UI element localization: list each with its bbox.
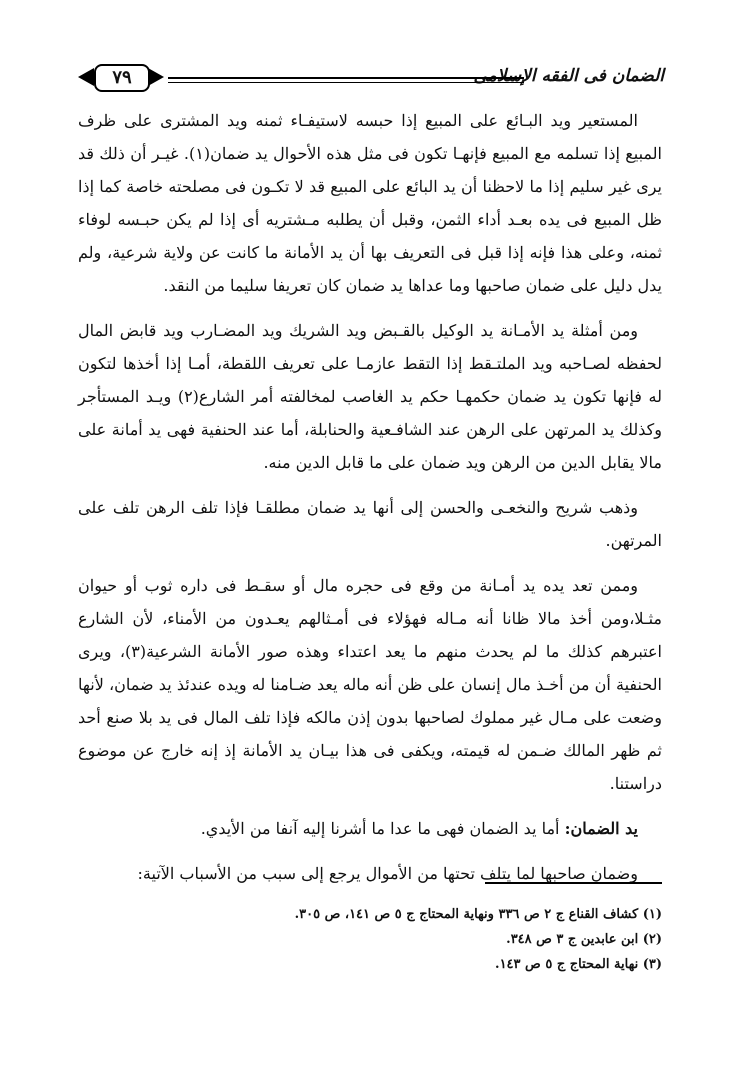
badge-left-arrow-icon xyxy=(78,68,94,86)
paragraph-3: وذهب شريح والنخعـى والحسن إلى أنها يد ضمان مطلقـا فإذا تلف الرهن تلف على المرتهن. xyxy=(78,498,662,550)
paragraph-4: وممن تعد يده يد أمـانة من وقع فى حجره مال أو سقـط فى داره ثوب أو حيوان مثـلا،ومن أخذ مالا ظانا أنه مـاله فهؤلاء فى أمـثالهم يعـدون من الأمناء، لأن الشارع اعتبرهم كذلك ما لم يحدث منهم ما يعد اعتداء وهذه صور الأمانة الشرعية(٣)، ويرى الحنفية أن من أخـذ مال إنسان على ظن أنه ماله يعد ضـامنا له ويده عندئذ يد ضمان، لأنها وضعت على مـال غير مملوك لصاحبها بدون إذن مالكه فإذا تلف المال فى يد بلا صنع أحد ثم ظهر المالك ضـمن له قيمته، ويكفى فى هذا بيـان يد الأمانة إذ إنه خارج عن موضوع دراستنا. xyxy=(78,576,662,793)
page-header xyxy=(68,60,664,104)
footnote-3: (٣) نهاية المحتاج ج ٥ ص ١٤٣. xyxy=(495,957,662,972)
badge-right-arrow-icon xyxy=(148,68,164,86)
page-number: ٧٩ xyxy=(94,64,150,92)
paragraph-yad-daman xyxy=(78,812,662,845)
footnotes xyxy=(150,902,662,977)
paragraph-2: ومن أمثلة يد الأمـانة يد الوكيل بالقـبض ويد الشريك ويد المضـارب ويد قابض المال لحفظه لصـاحبه ويد الملتـقط إذا التقط عازمـا على تعريف اللقطة، أمـا إذا أخذها لتكون له فإنها تكون يد ضمان حكمهـا حكم يد الغاصب لمخالفته أمر الشارع(٢) ويـد المستأجر وكذلك يد المرتهن على الرهن عند الشافـعية والحنابلة، أما عند الحنفية فهى يد أمانة على مالا يقابل الدين من الرهن ويد ضمان على ما قابل الدين منه. xyxy=(78,321,663,472)
term-text: أما يد الضمان فهى ما عدا ما أشرنا إليه آنفا من الأيدي. xyxy=(200,819,565,838)
header-rule xyxy=(168,77,524,83)
term-label: يد الضمان: xyxy=(564,819,638,838)
footnote-2: (٢) ابن عابدين ج ٣ ص ٣٤٨. xyxy=(506,932,662,947)
running-title: الضمان فى الفقه الإسلامى xyxy=(473,66,664,86)
paragraph-1: المستعير ويد البـائع على المبيع إذا حبسه لاستيفـاء ثمنه ويد المشترى على ظرف المبيع إذا تسلمه مع المبيع فإنهـا تكون فى مثل هذه الأحوال يد ضمان(١). غيـر أن ذلك قد يرى غير سليم إذا ما لاحظنا أن يد البائع على المبيع قد لا تكـون فى مصلحته خاصة كما إذا ظل المبيع فى يده بعـد أداء الثمن، وقبل أن يطلبه مـشتريه أى إذا لم يكن حبـسه لوفاء ثمنه، وعلى هذا فإنه إذا قبل فى التعريف بها أن يد الأمانة ما كانت عن ولاية شرعية، ولم يدل دليل على ضمان صاحبها وما عداها يد ضمان كان تعريفا سليما من النقد. xyxy=(78,111,662,295)
footnote-separator xyxy=(485,882,662,884)
footnote-1: (١) كشاف القناع ج ٢ ص ٣٣٦ ونهاية المحتاج ج ٥ ص ١٤١، ص ٣٠٥. xyxy=(294,907,662,922)
main-text xyxy=(78,104,662,902)
page-number-badge xyxy=(78,64,164,90)
paragraph-closing: وضمان صاحبها لما يتلف تحتها من الأموال يرجع إلى سبب من الأسباب الآتية: xyxy=(137,864,638,883)
